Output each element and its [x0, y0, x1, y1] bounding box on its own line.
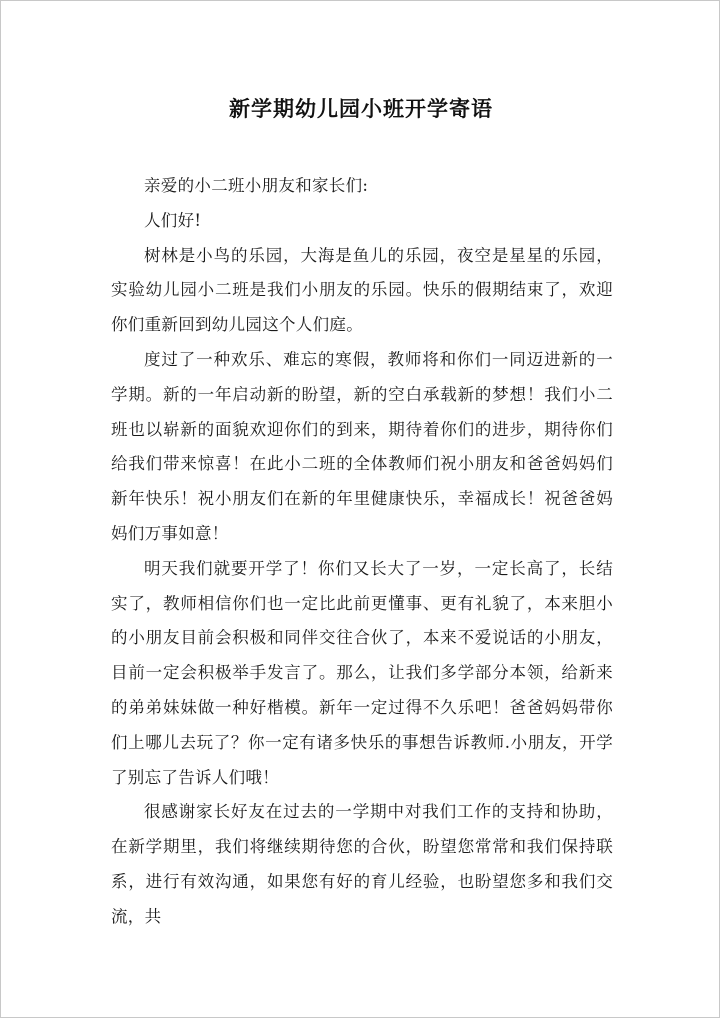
document-title: 新学期幼儿园小班开学寄语 — [229, 96, 493, 121]
paragraph-2: 度过了一种欢乐、难忘的寒假，教师将和你们一同迈进新的一学期。新的一年启动新的盼望，新的空白承载新的梦想！我们小二班也以崭新的面貌欢迎你们的到来，期待着你们的进步，期待你们给我们带来惊喜！在此小二班的全体教师们祝小朋友和爸爸妈妈们新年快乐！祝小朋友们在新的年里健康快乐，幸福成长！祝爸爸妈妈们万事如意！ — [111, 349, 613, 543]
paragraph-1: 树林是小鸟的乐园，大海是鱼儿的乐园，夜空是星星的乐园，实验幼儿园小二班是我们小朋友的乐园。快乐的假期结束了，欢迎你们重新回到幼儿园这个人们庭。 — [111, 245, 613, 335]
paragraph-3: 明天我们就要开学了！你们又长大了一岁，一定长高了，长结实了，教师相信你们也一定比此前更懂事、更有礼貌了，本来胆小的小朋友目前会积极和同伴交往合伙了，本来不爱说话的小朋友，目前一定会积极举手发言了。那么，让我们多学部分本领，给新来的弟弟妹妹做一种好楷模。新年一定过得不久乐吧！爸爸妈妈带你们上哪儿去玩了？你一定有诸多快乐的事想告诉教师.小朋友，开学了别忘了告诉人们哦！ — [111, 558, 613, 787]
paragraph-4: 很感谢家长好友在过去的一学期中对我们工作的支持和协助，在新学期里，我们将继续期待您的合伙，盼望您常常和我们保持联系，进行有效沟通，如果您有好的育儿经验，也盼望您多和我们交流，共 — [111, 802, 613, 926]
greeting-line: 人们好! — [144, 210, 202, 230]
document-body — [111, 169, 613, 935]
salutation-line: 亲爱的小二班小朋友和家长们: — [144, 176, 369, 195]
